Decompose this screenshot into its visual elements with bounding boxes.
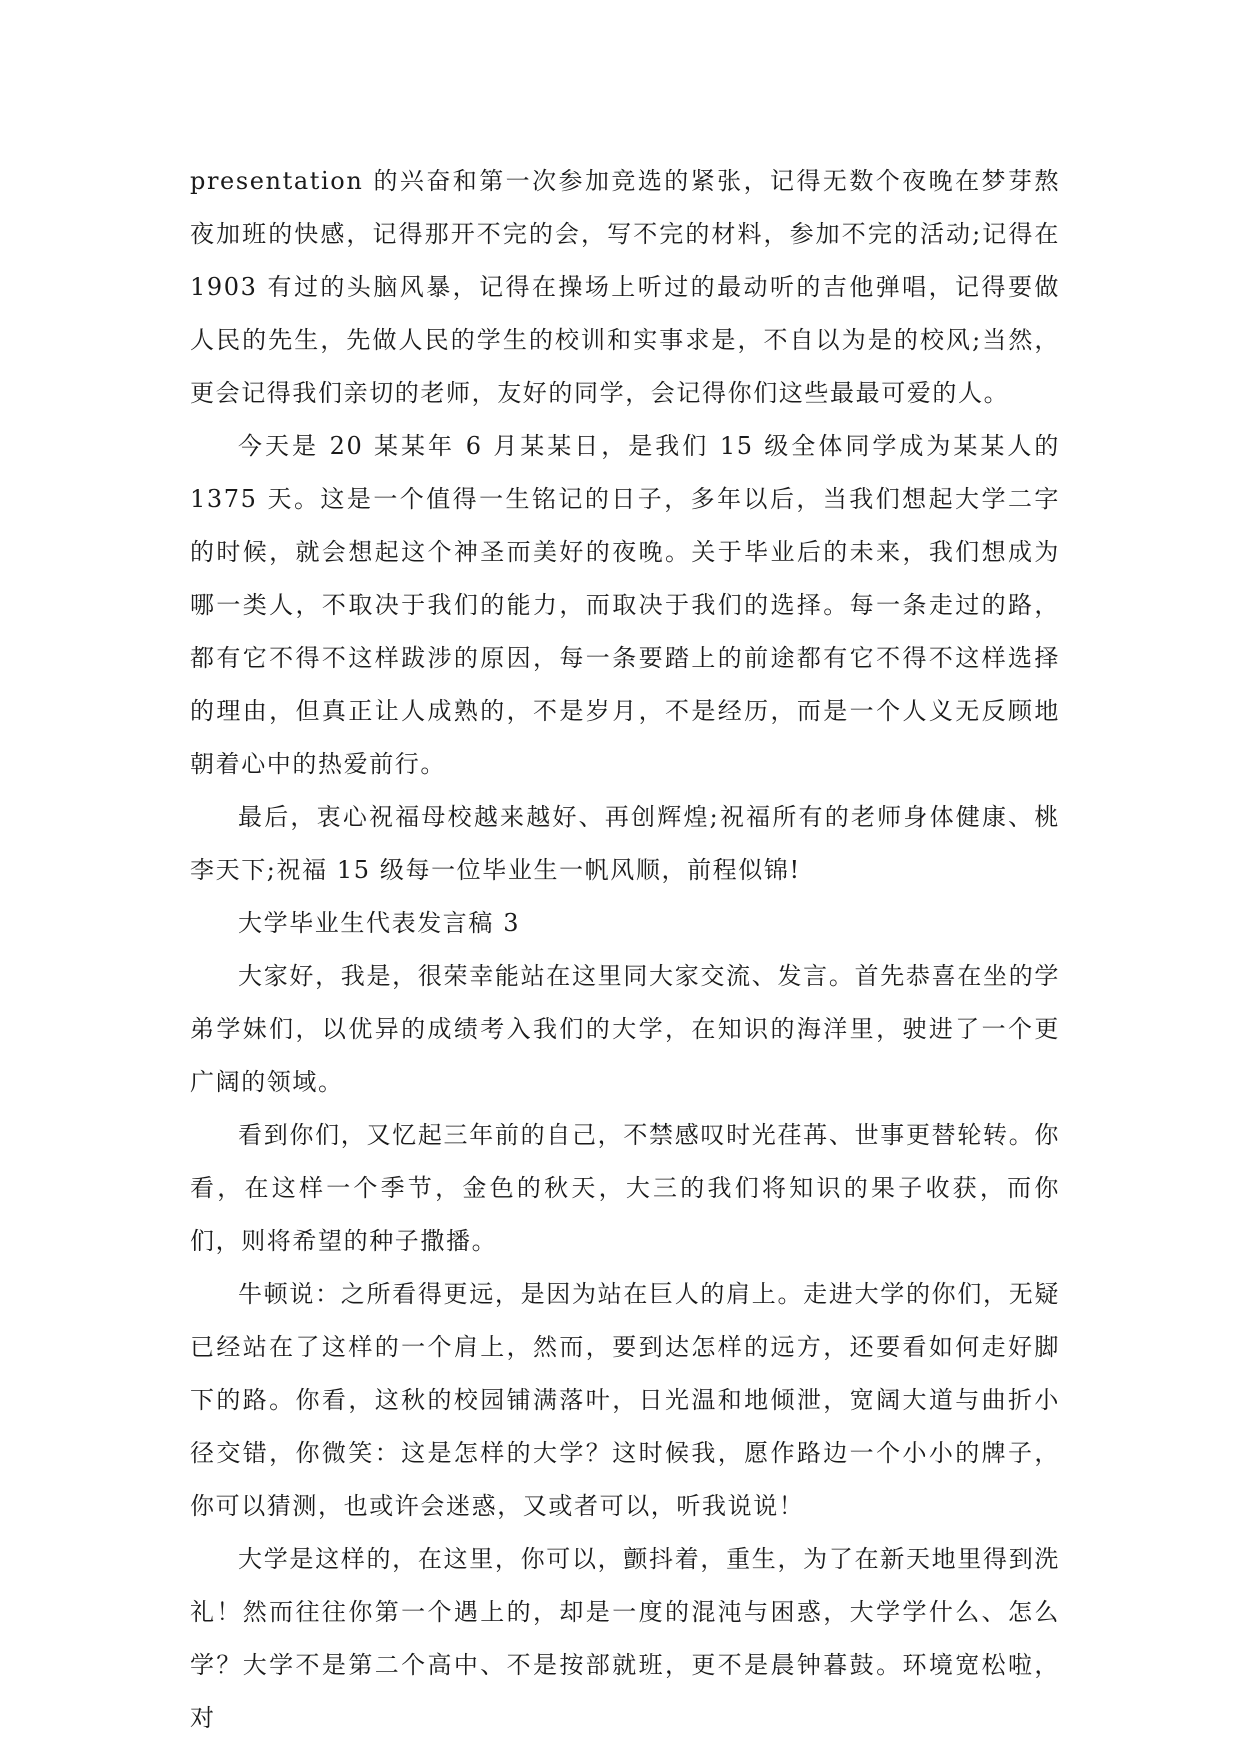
paragraph-newton: 牛顿说：之所看得更远，是因为站在巨人的肩上。走进大学的你们，无疑已经站在了这样的一个肩上，然而，要到达怎样的远方，还要看如何走好脚下的路。你看，这秋的校园铺满落叶，日光温和地倾泄，宽阔大道与曲折小径交错，你微笑：这是怎样的大学？这时候我，愿作路边一个小小的牌子，你可以猜测，也或许会迷惑，又或者可以，听我说说！: [190, 1280, 1060, 1520]
paragraph-blessing: 最后，衷心祝福母校越来越好、再创辉煌;祝福所有的老师身体健康、桃李天下;祝福 15 级每一位毕业生一帆风顺，前程似锦!: [190, 803, 1060, 884]
paragraph-date: 今天是 20 某某年 6 月某某日，是我们 15 级全体同学成为某某人的 1375 天。这是一个值得一生铭记的日子，多年以后，当我们想起大学二字的时候，就会想起这个神圣而美好的夜晚。关于毕业后的未来，我们想成为哪一类人，不取决于我们的能力，而取决于我们的选择。每一条走过的路，都有它不得不这样跋涉的原因，每一条要踏上的前途都有它不得不这样选择的理由，但真正让人成熟的，不是岁月，不是经历，而是一个人义无反顾地朝着心中的热爱前行。: [190, 432, 1060, 778]
paragraph-memory: 看到你们，又忆起三年前的自己，不禁感叹时光荏苒、世事更替轮转。你看，在这样一个季节，金色的秋天，大三的我们将知识的果子收获，而你们，则将希望的种子撒播。: [190, 1121, 1060, 1255]
document-body: [190, 155, 1060, 1745]
paragraph-greeting: 大家好，我是，很荣幸能站在这里同大家交流、发言。首先恭喜在坐的学弟学妹们，以优异的成绩考入我们的大学，在知识的海洋里，驶进了一个更广阔的领域。: [190, 962, 1060, 1096]
section-heading: 大学毕业生代表发言稿 3: [238, 909, 521, 937]
paragraph-university: 大学是这样的，在这里，你可以，颤抖着，重生，为了在新天地里得到洗礼！然而往往你第一个遇上的，却是一度的混沌与困惑，大学学什么、怎么学？大学不是第二个高中、不是按部就班，更不是晨钟暮鼓。环境宽松啦，对: [190, 1545, 1060, 1732]
paragraph-continuation: presentation 的兴奋和第一次参加竞选的紧张，记得无数个夜晚在梦芽熬夜加班的快感，记得那开不完的会，写不完的材料，参加不完的活动;记得在 1903 有过的头脑风暴，记得在操场上听过的最动听的吉他弹唱，记得要做人民的先生，先做人民的学生的校训和实事求是，不自以为是的校风;当然，更会记得我们亲切的老师，友好的同学，会记得你们这些最最可爱的人。: [190, 167, 1060, 407]
